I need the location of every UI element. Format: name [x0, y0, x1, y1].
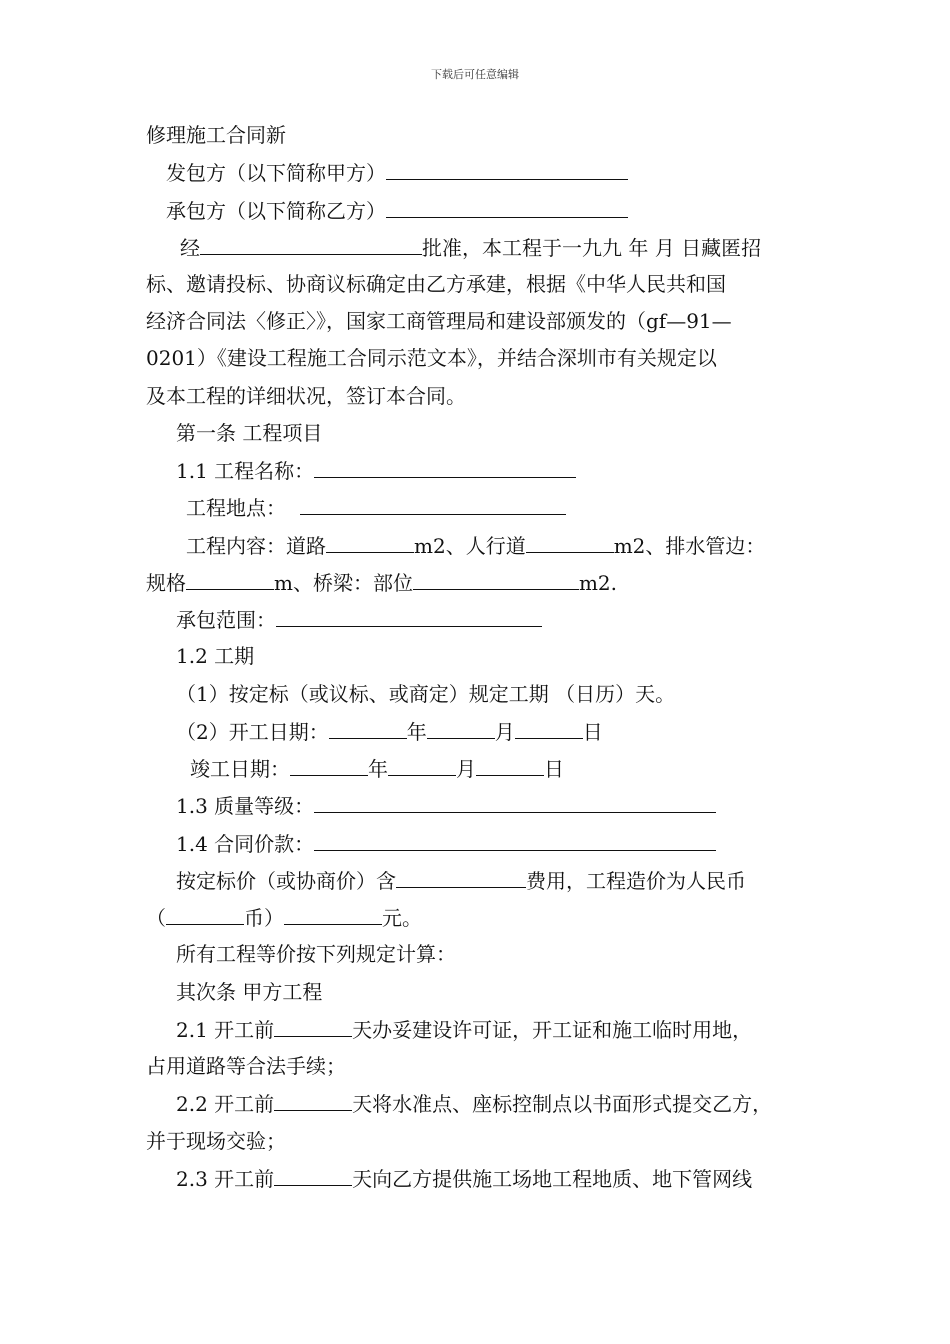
year-label: 年: [368, 757, 388, 781]
spec-text: m、桥梁：部位: [274, 571, 413, 595]
clause-2-1-line-2: 占用道路等合法手续；: [146, 1054, 346, 1078]
scope-label: 承包范围：: [176, 608, 276, 632]
start-date-label: （2）开工日期：: [176, 720, 329, 744]
finish-year-blank: [290, 755, 368, 776]
clause-2-2-line-2: 并于现场交验；: [146, 1129, 286, 1153]
quality-blank: [314, 792, 716, 813]
days-blank: [274, 1165, 352, 1186]
calc-note: 所有工程等价按下列规定计算：: [176, 942, 456, 966]
price-text: 费用，工程造价为人民币: [526, 869, 746, 893]
month-label: 月: [494, 720, 515, 744]
clause-text: 天将水准点、座标控制点以书面形式提交乙方，: [352, 1092, 773, 1116]
intro-line-5: 及本工程的详细状况，签订本合同。: [146, 384, 466, 408]
month-label: 月: [456, 757, 476, 781]
price-detail-line-1: [176, 867, 746, 893]
scope-line: [176, 606, 542, 632]
party-a-blank: [386, 159, 628, 180]
price-detail-line-2: [146, 904, 422, 930]
price-text: 按定标价（或协商价）含: [176, 869, 396, 893]
spec-blank: [186, 569, 274, 590]
project-location-line: [186, 494, 566, 520]
project-spec-line: [146, 569, 617, 595]
price-text: 元。: [382, 906, 422, 930]
intro-line-2: 标、邀请投标、协商议标确定由乙方承建，根据《中华人民共和国: [146, 272, 726, 296]
intro-line-4: 0201）《建设工程施工合同示范文本》，并结合深圳市有关规定以: [146, 346, 717, 370]
party-a-line: [166, 159, 628, 185]
scope-blank: [276, 606, 542, 627]
finish-date-line: [190, 755, 564, 781]
amount-blank: [284, 904, 382, 925]
day-label: 日: [544, 757, 564, 781]
sidewalk-area-blank: [526, 532, 614, 553]
clause-text: 2.1 开工前: [176, 1018, 275, 1042]
price-text: 币）: [244, 906, 284, 930]
project-location-label: 工程地点：: [186, 496, 286, 520]
project-name-blank: [314, 457, 576, 478]
period-heading: 1.2 工期: [176, 644, 255, 668]
finish-date-label: 竣工日期：: [190, 757, 290, 781]
price-blank: [314, 830, 716, 851]
clause-2-2-line-1: [176, 1090, 772, 1116]
price-label: 1.4 合同价款：: [176, 832, 315, 856]
document-title: 修理施工合同新: [146, 123, 286, 147]
clause-2-3-line-1: [176, 1165, 752, 1191]
spec-text: m2.: [578, 571, 618, 595]
clause-text: 2.3 开工前: [176, 1167, 275, 1191]
quality-label: 1.3 质量等级：: [176, 794, 315, 818]
clause-text: 2.2 开工前: [176, 1092, 275, 1116]
project-location-blank: [300, 494, 566, 515]
intro-line-3: 经济合同法〈修正〉》，国家工商管理局和建设部颁发的（gf—91—: [146, 309, 732, 333]
intro-text: 批准，本工程于一九九 年 月 日藏匿招: [422, 236, 762, 260]
finish-day-blank: [476, 755, 544, 776]
party-b-line: [166, 197, 628, 223]
content-text: 工程内容：道路: [186, 534, 326, 558]
content-text: m2、排水管边：: [613, 534, 766, 558]
fee-blank: [396, 867, 526, 888]
party-b-label: 承包方（以下简称乙方）: [166, 199, 386, 223]
intro-text: 经: [180, 236, 200, 260]
party-b-blank: [386, 197, 628, 218]
project-content-line: [186, 532, 765, 558]
party-a-label: 发包方（以下简称甲方）: [166, 161, 386, 185]
days-blank: [274, 1090, 352, 1111]
days-blank: [274, 1016, 352, 1037]
price-text: （: [146, 906, 166, 930]
start-day-blank: [515, 718, 583, 739]
finish-month-blank: [388, 755, 456, 776]
article-2-title: 其次条 甲方工程: [176, 980, 323, 1004]
start-month-blank: [427, 718, 495, 739]
day-label: 日: [582, 720, 603, 744]
content-text: m2、人行道: [414, 534, 526, 558]
bridge-area-blank: [413, 569, 579, 590]
spec-text: 规格: [146, 571, 186, 595]
road-area-blank: [326, 532, 414, 553]
clause-text: 天办妥建设许可证，开工证和施工临时用地，: [352, 1018, 753, 1042]
price-line: [176, 830, 716, 856]
year-label: 年: [406, 720, 427, 744]
clause-2-1-line-1: [176, 1016, 752, 1042]
start-year-blank: [329, 718, 407, 739]
project-name-label: 1.1 工程名称：: [176, 459, 315, 483]
approval-blank: [200, 234, 422, 255]
project-name-line: [176, 457, 576, 483]
clause-text: 天向乙方提供施工场地工程地质、地下管网线: [352, 1167, 753, 1191]
article-1-title: 第一条 工程项目: [176, 421, 323, 445]
currency-blank: [166, 904, 244, 925]
page-header: 下载后可任意编辑: [431, 68, 519, 81]
period-item-1: （1）按定标（或议标、或商定）规定工期 （日历）天。: [176, 682, 676, 706]
quality-line: [176, 792, 716, 818]
start-date-line: [176, 718, 603, 744]
intro-line-1: [180, 234, 761, 260]
